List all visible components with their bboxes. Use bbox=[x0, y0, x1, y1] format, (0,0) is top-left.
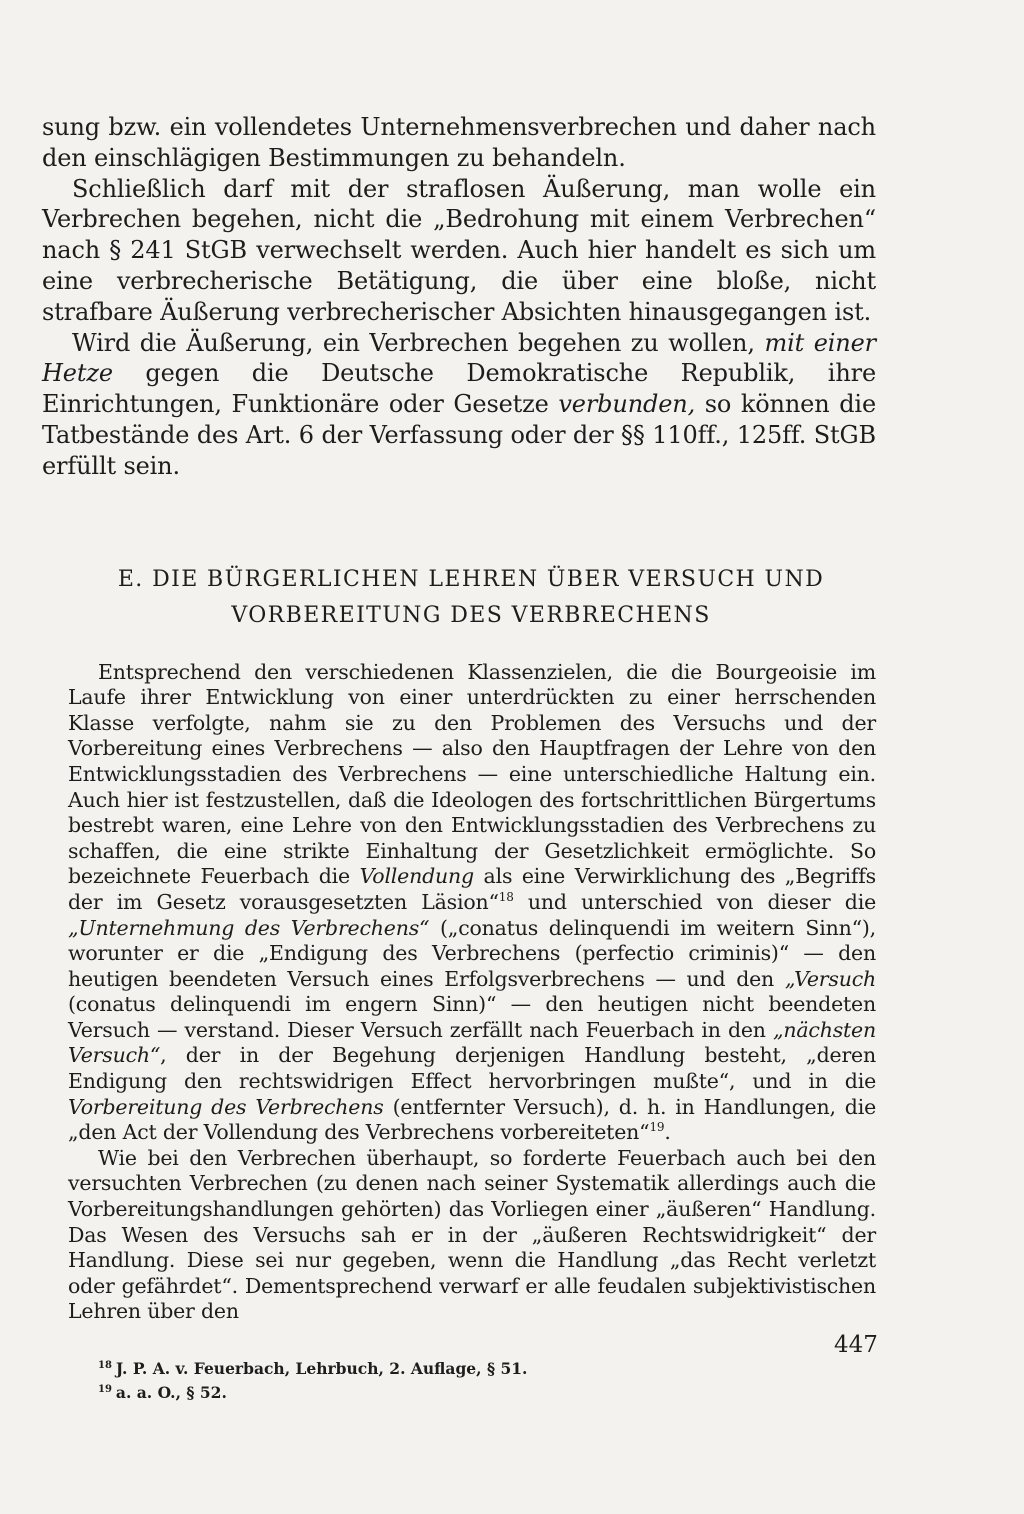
footnote-18 bbox=[98, 1355, 876, 1379]
footnote-mark: 18 bbox=[98, 1360, 112, 1371]
footnote-text: a. a. O., § 52. bbox=[115, 1383, 227, 1403]
text-run: Wird die Äußerung, ein Verbrechen begehen zu wollen, bbox=[72, 328, 765, 357]
paragraph-feuerbach bbox=[42, 660, 876, 1146]
italic-run: „Unternehmung des Verbrechens“ bbox=[68, 915, 430, 940]
footnote-ref-19[interactable]: 19 bbox=[649, 1120, 665, 1135]
paragraph-agitation bbox=[42, 328, 876, 482]
paragraph-threat: Schließlich darf mit der straflosen Äußerung, man wolle ein Verbrechen begehen, nicht die „Bedrohung mit einem Verbrechen“ nach § 241 StGB verwechselt werden. Auch hier handelt es sich um eine verbrecherische Betätigung, die über eine bloße, nicht strafbare Äußerung verbrecherischer Absichten hinausgegangen ist. bbox=[42, 174, 876, 326]
section-heading-line-2: VORBEREITUNG DES VERBRECHENS bbox=[231, 602, 711, 628]
italic-run: „Versuch bbox=[784, 966, 876, 991]
text-run: so können die Tatbestände des Art. 6 der Verfassung oder der §§ 110ff., 125ff. StGB erfüllt sein. bbox=[42, 390, 876, 480]
text-run: (conatus delinquendi im engern Sinn)“ — den heutigen nicht beendeten Versuch — verstand. Dieser Versuch zerfällt nach Feuerbach in den bbox=[68, 992, 876, 1042]
text-run: („conatus delinquendi im weitern Sinn“), worunter er die „Endigung des Verbrechens (perfectio criminis)“ — den heutigen beendeten Versuch eines Erfolgsverbrechens — und den bbox=[68, 915, 876, 991]
text-run: und unterschied von dieser die bbox=[513, 889, 876, 914]
paragraph-continued: sung bzw. ein vollendetes Unternehmensverbrechen und daher nach den einschlägigen Bestimmungen zu behandeln. bbox=[42, 113, 876, 172]
footnote-19 bbox=[98, 1379, 876, 1403]
section-heading-line-1: E. DIE BÜRGERLICHEN LEHREN ÜBER VERSUCH UND bbox=[117, 566, 825, 592]
section-heading bbox=[42, 562, 876, 634]
footnote-ref-18[interactable]: 18 bbox=[498, 890, 514, 905]
italic-run: „nächsten Versuch“ bbox=[68, 1017, 876, 1068]
paragraph-external-act: Wie bei den Verbrechen überhaupt, so forderte Feuerbach auch bei den versuchten Verbrechen (zu denen nach seiner Systematik allerdings auch die Vorbereitungshandlungen gehörten) das Vorliegen einer „äußeren“ Handlung. Das Wesen des Versuchs sah er in der „äußeren Rechtswidrigkeit“ der Handlung. Diese sei nur gegeben, wenn die Handlung „das Recht verletzt oder gefährdet“. Dementsprechend verwarf er alle feudalen subjektivistischen Lehren über den bbox=[68, 1145, 876, 1324]
text-run: . bbox=[664, 1120, 671, 1145]
text-run: Entsprechend den verschiedenen Klassenzielen, die die Bourgeoisie im Laufe ihrer Entwicklung von einer unterdrückten zu einer herrschenden Klasse verfolgte, nahm sie zu den Problemen des Versuchs und der Vorbereitung eines Verbrechens — also den Hauptfragen der Lehre von den Entwicklungsstadien des Verbrechens — eine unterschiedliche Haltung ein. Auch hier ist festzustellen, daß die Ideologen des fortschrittlichen Bürgertums bestrebt waren, eine Lehre von den Entwicklungsstadien des Verbrechens zu schaffen, die eine strikte Einhaltung der Gesetzlichkeit ermöglichte. So bezeichnete Feuerbach die bbox=[68, 659, 876, 889]
italic-run: verbunden, bbox=[558, 390, 696, 419]
footnote-text: J. P. A. v. Feuerbach, Lehrbuch, 2. Auflage, § 51. bbox=[115, 1359, 528, 1379]
italic-run: Vollendung bbox=[359, 864, 474, 889]
italic-run: Vorbereitung des Verbrechens bbox=[68, 1094, 384, 1119]
footnotes bbox=[42, 1355, 876, 1403]
footnote-mark: 19 bbox=[98, 1384, 112, 1396]
text-run: als eine Verwirklichung des „Begriffs der im Gesetz vorausgesetzten Läsion“ bbox=[68, 864, 876, 914]
text-run: , der in der Begehung derjenigen Handlung besteht, „deren Endigung den rechtswidrigen Effect hervorbringen mußte“, und in die bbox=[68, 1043, 876, 1094]
page-number: 447 bbox=[834, 1332, 878, 1358]
text-run: gegen die Deutsche Demokratische Republik, ihre Einrichtungen, Funktionäre oder Gesetze bbox=[42, 359, 876, 419]
italic-run: mit einer Hetze bbox=[42, 328, 876, 388]
text-run: (entfernter Versuch), d. h. in Handlungen, die „den Act der Vollendung des Verbrechens vorbereiteten“ bbox=[68, 1094, 876, 1145]
